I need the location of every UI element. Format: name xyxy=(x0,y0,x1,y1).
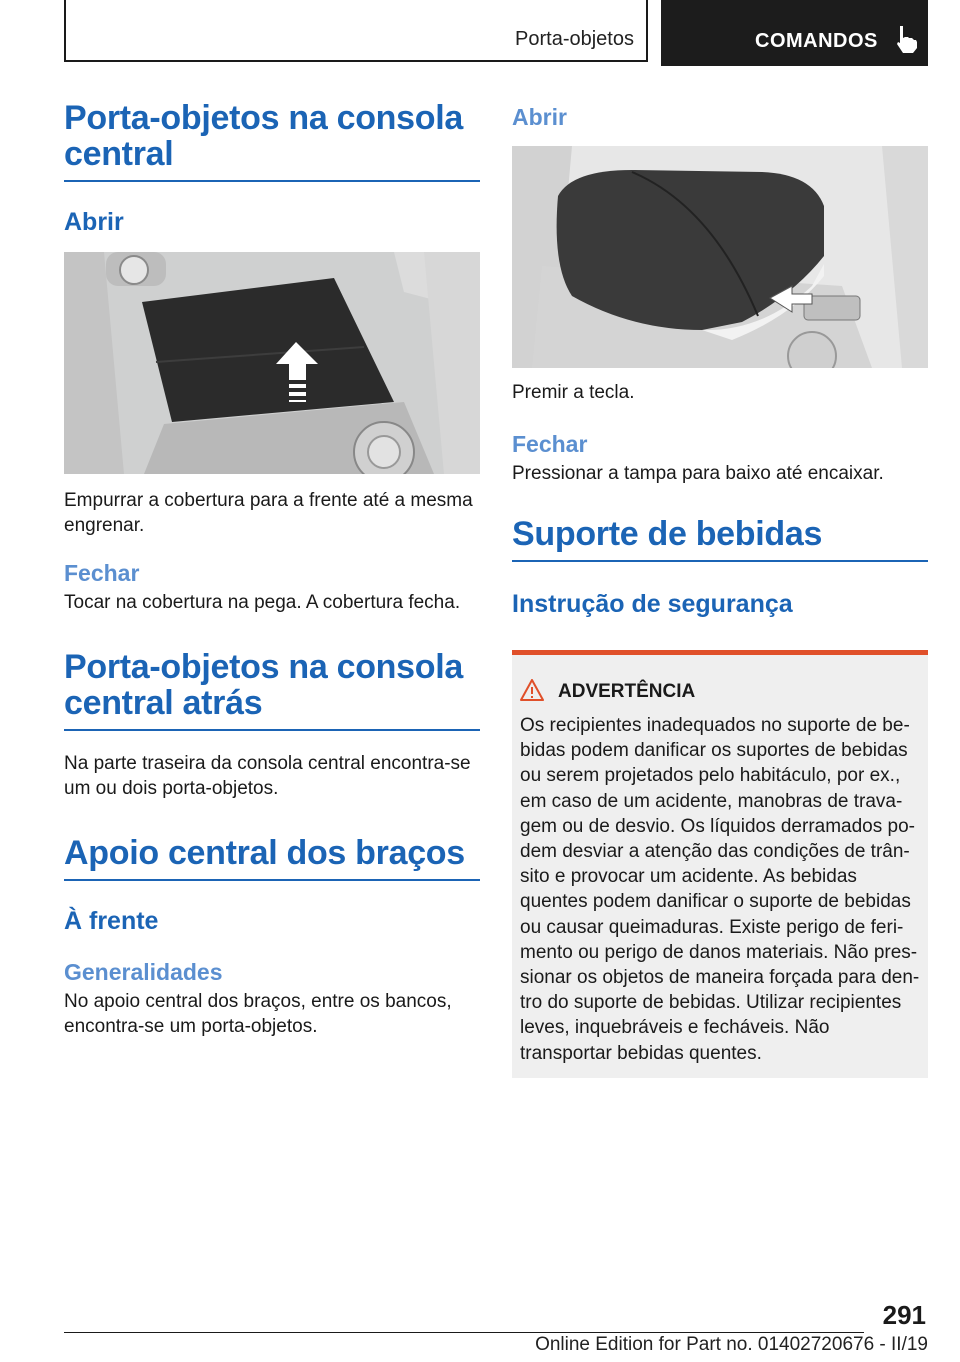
open-instruction: Empurrar a cobertura para a frente até a mesma engrenar. xyxy=(64,490,473,536)
heading-open-armrest: Abrir xyxy=(512,104,567,130)
footer-divider xyxy=(64,1332,864,1333)
heading-general: Generalidades xyxy=(64,959,223,985)
footer-edition: Online Edition for Part no. 01402720676 - II/19 xyxy=(535,1334,928,1355)
heading-rear-console-storage: Porta-objetos na consola central atrás xyxy=(64,649,480,731)
console-cover-photo xyxy=(64,252,480,474)
warning-title: ADVERTÊNCIA xyxy=(558,681,696,702)
press-button-text: Premir a tecla. xyxy=(512,382,635,403)
chapter-tab xyxy=(661,0,928,66)
page-header xyxy=(64,0,928,66)
heading-safety: Instrução de segurança xyxy=(512,590,793,618)
heading-center-armrest: Apoio central dos braços xyxy=(64,835,480,881)
close-armrest-text: Pressionar a tampa para baixo até encaixar. xyxy=(512,463,884,484)
warning-text: Os recipientes inadequados no suporte de bebidas podem danificar os suportes de bebidas ou serem projetados pelo habitáculo, por ex., em caso de um acidente, manobras de travagem ou de desvio. Os líquidos derramados podem desviar a atenção das condições de trânsito e provocar um acidente. As bebidas quentes podem danificar o suporte de bebidas ou causar queimaduras. Existe perigo de ferimento ou perigo de danos materiais. Não pressionar os objetos de maneira forçada para dentro do suporte de bebidas. Utilizar recipientes leves, inquebráveis e fecháveis. Não transportar bebidas quentes. xyxy=(520,715,920,1064)
rear-storage-text: Na parte traseira da consola central encontra-se um ou dois porta-objetos. xyxy=(64,753,471,799)
general-text: No apoio central dos braços, entre os bancos, encontra-se um porta-objetos. xyxy=(64,991,452,1037)
warning-triangle-icon xyxy=(520,679,544,701)
heading-close: Fechar xyxy=(64,560,140,586)
warning-box xyxy=(512,650,928,1078)
section-tab xyxy=(64,0,648,62)
hand-pointer-icon xyxy=(893,24,919,54)
heading-console-storage: Porta-objetos na consola central xyxy=(64,100,480,182)
page-number: 291 xyxy=(882,1300,926,1330)
right-column xyxy=(512,104,928,618)
heading-front: À frente xyxy=(64,907,159,935)
section-title: Porta-objetos xyxy=(515,28,634,50)
heading-open: Abrir xyxy=(64,208,124,236)
heading-cup-holder: Suporte de bebidas xyxy=(512,516,928,562)
armrest-photo xyxy=(512,146,928,368)
close-instruction: Tocar na cobertura na pega. A cobertura fecha. xyxy=(64,592,461,613)
chapter-title: COMANDOS xyxy=(755,30,878,52)
heading-close-armrest: Fechar xyxy=(512,431,588,457)
left-column xyxy=(64,100,480,1039)
